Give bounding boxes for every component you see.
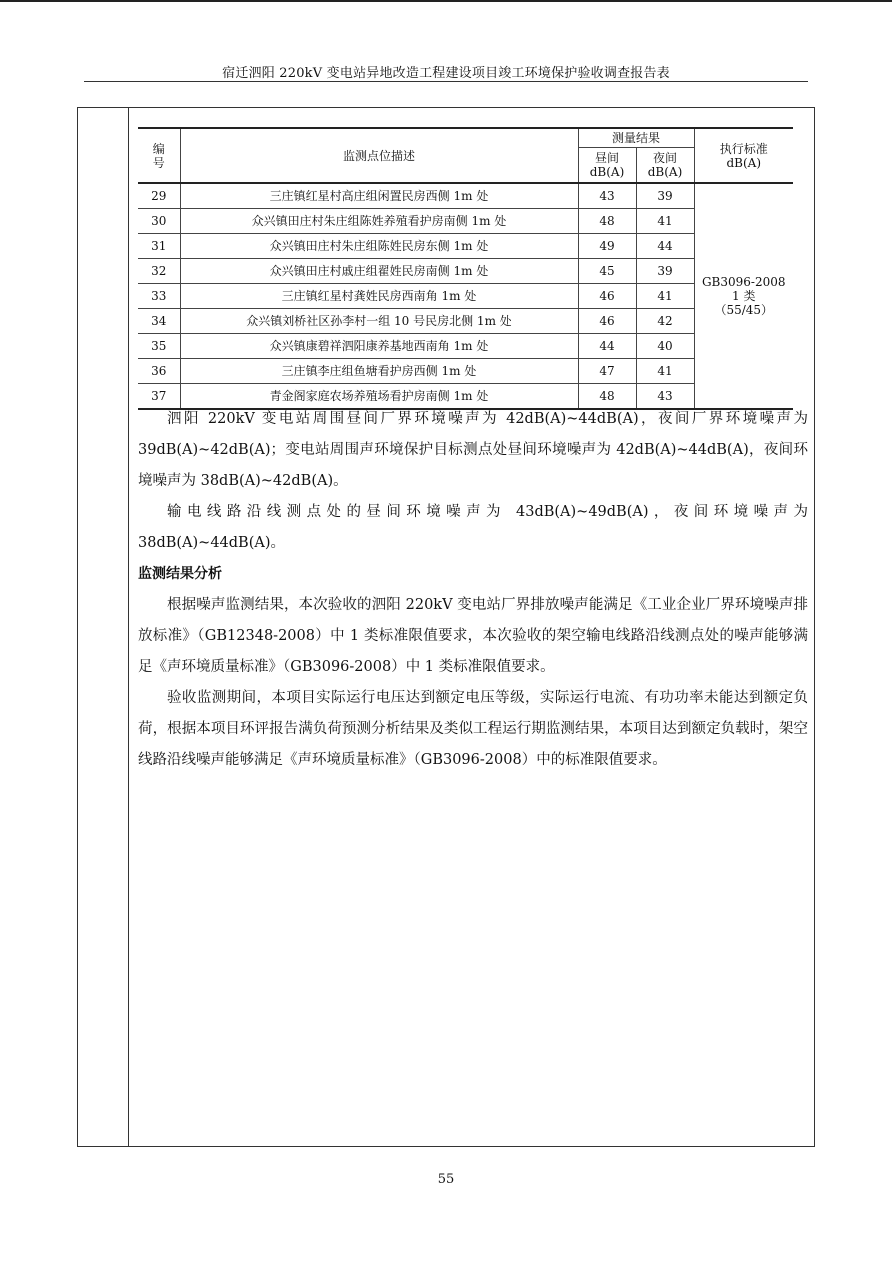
row-night-value: 42: [636, 309, 694, 334]
row-description: 众兴镇田庄村朱庄组陈姓养殖看护房南侧 1m 处: [180, 209, 578, 234]
header-description: 监测点位描述: [180, 128, 578, 183]
paragraph-analysis-2: 验收监测期间，本项目实际运行电压达到额定电压等级，实际运行电流、有功功率未能达到额定负荷，根据本项目环评报告满负荷预测分析结果及类似工程运行期监测结果，本项目达到额定负载时，架空线路沿线噪声能够满足《声环境质量标准》（GB3096-2008）中的标准限值要求。: [138, 690, 808, 768]
frame-left-column-divider: [128, 107, 129, 1147]
row-number: 36: [138, 359, 180, 384]
row-description: 三庄镇红星村高庄组闲置民房西侧 1m 处: [180, 183, 578, 209]
page-number: 55: [437, 1172, 455, 1187]
top-border: [0, 0, 892, 2]
row-day-value: 49: [578, 234, 636, 259]
row-standard: GB3096-2008 1 类 （55/45）: [694, 183, 793, 409]
noise-monitoring-table: [138, 127, 793, 410]
row-number: 35: [138, 334, 180, 359]
row-night-value: 41: [636, 284, 694, 309]
row-day-value: 44: [578, 334, 636, 359]
row-night-value: 41: [636, 359, 694, 384]
row-day-value: 46: [578, 284, 636, 309]
row-description: 三庄镇李庄组鱼塘看护房西侧 1m 处: [180, 359, 578, 384]
row-number: 29: [138, 183, 180, 209]
row-night-value: 43: [636, 384, 694, 410]
row-number: 30: [138, 209, 180, 234]
row-description: 众兴镇康碧祥泗阳康养基地西南角 1m 处: [180, 334, 578, 359]
paragraph-substation-noise: 泗阳 220kV 变电站周围昼间厂界环境噪声为 42dB(A)~44dB(A)，夜间厂界环境噪声为 39dB(A)~42dB(A)；变电站周围声环境保护目标测点处昼间环境噪声为 42dB(A)~44dB(A)，夜间环境噪声为 38dB(A)~42dB(A)。: [138, 411, 808, 489]
monitoring-summary: [138, 404, 808, 776]
table-row: [138, 183, 793, 209]
row-day-value: 47: [578, 359, 636, 384]
header-result: 测量结果: [578, 128, 694, 148]
row-night-value: 39: [636, 183, 694, 209]
header-rule: [84, 81, 808, 82]
section-heading: 监测结果分析: [138, 566, 222, 582]
row-number: 34: [138, 309, 180, 334]
row-night-value: 39: [636, 259, 694, 284]
row-description: 众兴镇田庄村戚庄组翟姓民房南侧 1m 处: [180, 259, 578, 284]
row-day-value: 45: [578, 259, 636, 284]
header-no: 编 号: [138, 128, 180, 183]
header-day: 昼间 dB(A): [578, 148, 636, 184]
row-number: 31: [138, 234, 180, 259]
header-night: 夜间 dB(A): [636, 148, 694, 184]
row-description: 众兴镇田庄村朱庄组陈姓民房东侧 1m 处: [180, 234, 578, 259]
row-night-value: 40: [636, 334, 694, 359]
row-night-value: 44: [636, 234, 694, 259]
row-description: 青金阁家庭农场养殖场看护房南侧 1m 处: [180, 384, 578, 410]
row-day-value: 48: [578, 209, 636, 234]
row-day-value: 48: [578, 384, 636, 410]
paragraph-line-noise: 输电线路沿线测点处的昼间环境噪声为 43dB(A)~49dB(A)，夜间环境噪声为 38dB(A)~44dB(A)。: [138, 504, 808, 551]
row-day-value: 43: [578, 183, 636, 209]
row-number: 37: [138, 384, 180, 410]
header-standard: 执行标准 dB(A): [694, 128, 793, 183]
row-description: 众兴镇刘桥社区孙李村一组 10 号民房北侧 1m 处: [180, 309, 578, 334]
row-number: 33: [138, 284, 180, 309]
page-header-title: 宿迁泗阳 220kV 变电站异地改造工程建设项目竣工环境保护验收调查报告表: [222, 66, 670, 81]
paragraph-analysis-1: 根据噪声监测结果，本次验收的泗阳 220kV 变电站厂界排放噪声能满足《工业企业厂界环境噪声排放标准》（GB12348-2008）中 1 类标准限值要求，本次验收的架空输电线路沿线测点处的噪声能够满足《声环境质量标准》（GB3096-2008）中 1 类标准限值要求。: [138, 597, 808, 675]
row-number: 32: [138, 259, 180, 284]
row-description: 三庄镇红星村龚姓民房西南角 1m 处: [180, 284, 578, 309]
row-night-value: 41: [636, 209, 694, 234]
row-day-value: 46: [578, 309, 636, 334]
